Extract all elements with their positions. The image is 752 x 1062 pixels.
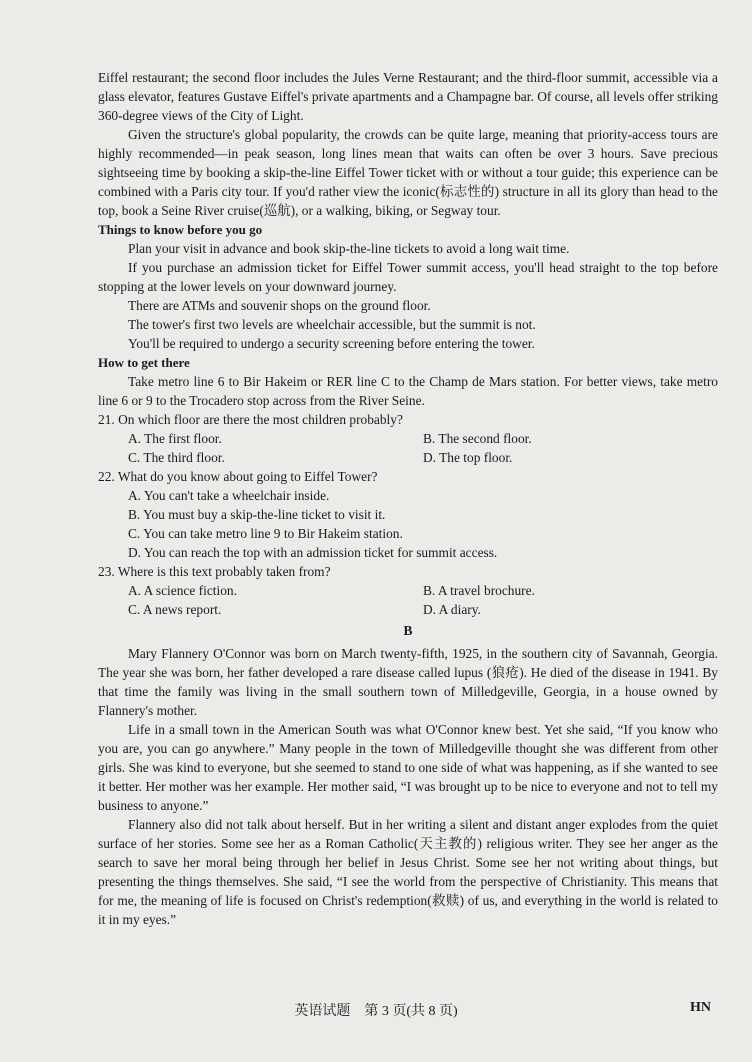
options [98, 581, 718, 619]
passage-b-paragraph-3: Flannery also did not talk about herself. But in her writing a silent and distant anger explodes from the quiet surface of her stories. Some see her as a Roman Catholic(天主教的) religious writer. They see her anger as the search to save her moral being through her belief in Jesus Christ. Some see her not writing about things, but presenting the things themselves. She said, “I see the world from the perspective of Christianity. This means that for me, the meaning of life is focused on Christ's redemption(救赎) of us, and everything in the world is related to it in my eyes.” [98, 817, 718, 927]
things-item: Plan your visit in advance and book skip-the-line tickets to avoid a long wait time. [128, 241, 570, 256]
things-item: There are ATMs and souvenir shops on the ground floor. [128, 298, 431, 313]
passage-b-paragraph-2: Life in a small town in the American South was what O'Connor knew best. Yet she said, “If you know who you are, you can go anywhere.” Many people in the town of Milledgeville thought she was different from other girls. She was kind to everyone, but she seemed to stand to one side of what was happening, as if she wanted to see it better. Her mother was her example. Her mother said, “I was brought up to be nice to everyone and not to tell my business to anyone.” [98, 722, 718, 813]
option-a: A. A science fiction. [128, 583, 237, 598]
region-code: HN [690, 1000, 711, 1015]
option-b: B. The second floor. [423, 431, 532, 446]
page-content [98, 68, 718, 929]
question-stem: 23. Where is this text probably taken from? [98, 564, 331, 579]
option-b: B. A travel brochure. [423, 583, 535, 598]
things-item: You'll be required to undergo a security screening before entering the tower. [128, 336, 535, 351]
option-d: D. A diary. [423, 602, 481, 617]
option-b: B. You must buy a skip-the-line ticket to visit it. [128, 507, 386, 522]
things-heading: Things to know before you go [98, 222, 263, 237]
how-heading: How to get there [98, 355, 190, 370]
question-21 [98, 410, 718, 467]
option-a: A. The first floor. [128, 431, 222, 446]
passage-b-paragraph-1: Mary Flannery O'Connor was born on March twenty-fifth, 1925, in the southern city of Savannah, Georgia. The year she was born, her father developed a rare disease called lupus (狼疮). He died of the disease in 1941. By that time the family was living in the small southern town of Milledgeville, Georgia, in a house owned by Flannery's mother. [98, 646, 718, 718]
question-stem: 22. What do you know about going to Eiffel Tower? [98, 469, 378, 484]
option-c: C. A news report. [128, 602, 222, 617]
question-22 [98, 467, 718, 562]
option-c: C. The third floor. [128, 450, 225, 465]
passage-a-paragraph-2: Given the structure's global popularity, the crowds can be quite large, meaning that priority-access tours are highly recommended—in peak season, long lines mean that waits can often be over 3 hours. Save precious sightseeing time by booking a skip-the-line Eiffel Tower ticket with or without a tour guide; this experience can be combined with a Paris city tour. If you'd rather view the iconic(标志性的) structure in all its glory than head to the top, book a Seine River cruise(巡航), or a walking, biking, or Segway tour. [98, 127, 718, 218]
section-b-letter: B [403, 623, 413, 638]
passage-a-paragraph-1: Eiffel restaurant; the second floor includes the Jules Verne Restaurant; and the third-floor summit, accessible via a glass elevator, features Gustave Eiffel's private apartments and a Champagne bar. Of course, all levels offer striking 360-degree views of the City of Light. [98, 70, 718, 123]
how-paragraph: Take metro line 6 to Bir Hakeim or RER line C to the Champ de Mars station. For better views, take metro line 6 or 9 to the Trocadero stop across from the River Seine. [98, 374, 718, 408]
things-item: If you purchase an admission ticket for Eiffel Tower summit access, you'll head straight to the top before stopping at the lower levels on your downward journey. [98, 260, 718, 294]
option-a: A. You can't take a wheelchair inside. [128, 488, 330, 503]
options [98, 429, 718, 467]
question-stem: 21. On which floor are there the most children probably? [98, 412, 403, 427]
option-d: D. You can reach the top with an admission ticket for summit access. [128, 545, 498, 560]
things-item: The tower's first two levels are wheelchair accessible, but the summit is not. [128, 317, 536, 332]
option-c: C. You can take metro line 9 to Bir Hakeim station. [128, 526, 403, 541]
options [98, 486, 718, 562]
option-d: D. The top floor. [423, 450, 513, 465]
page-number-label: 英语试题 第 3 页(共 8 页) [294, 1004, 458, 1019]
question-23 [98, 562, 718, 619]
